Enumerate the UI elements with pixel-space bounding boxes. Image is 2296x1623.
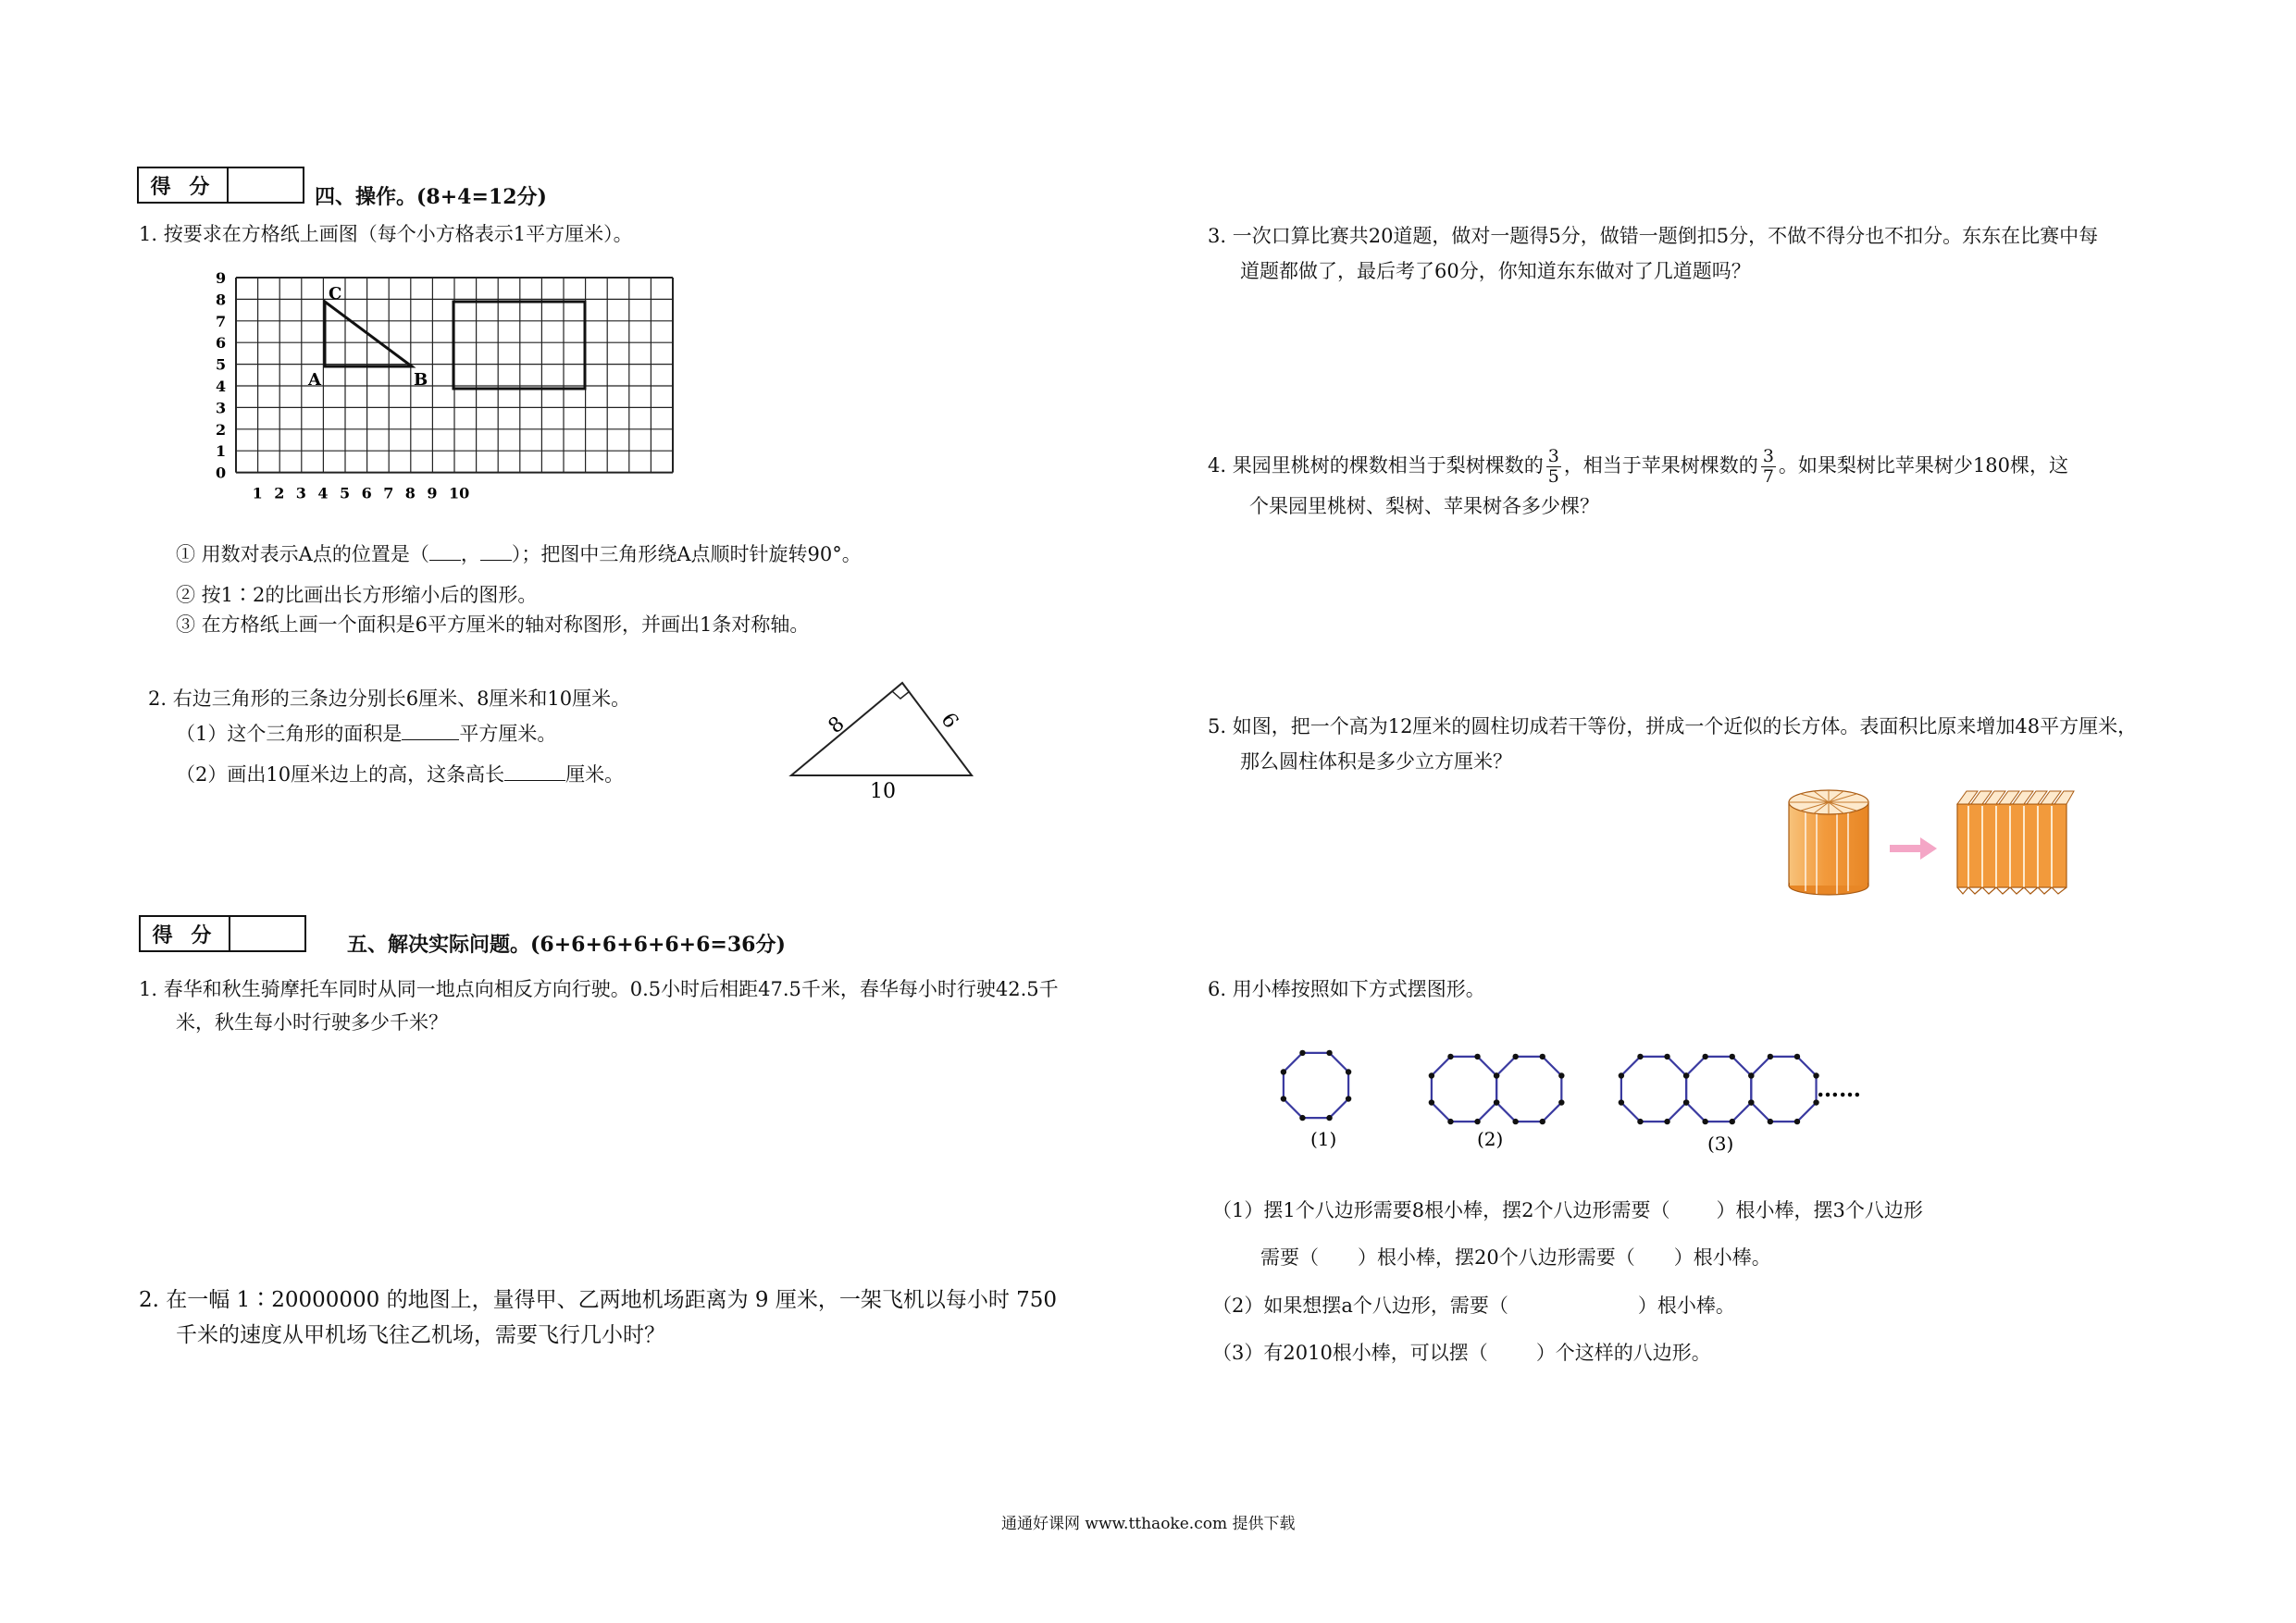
grid-rectangle (453, 302, 585, 389)
section5-title: 五、解决实际问题。(6+6+6+6+6+6=36分) (347, 933, 786, 957)
r-q5-line1: 5. 如图，把一个高为12厘米的圆柱切成若干等份，拼成一个近似的长方体。表面积比原来增加48平方厘米， (1208, 715, 2138, 737)
stick-joint (1326, 1050, 1332, 1056)
r-q6-sub1-b: ）根小棒，摆3个八边形 (1716, 1199, 1923, 1221)
pattern-label-2: (2) (1477, 1128, 1504, 1150)
stick-joint (1429, 1072, 1434, 1078)
grid-x-label: 7 (383, 484, 394, 500)
stick-joint (1447, 1119, 1453, 1124)
r-q6-sub1b (1260, 1244, 1771, 1271)
stick-joint (1683, 1099, 1689, 1105)
grid-x-label: 5 (340, 484, 351, 500)
grid-y-label: 6 (216, 334, 227, 353)
stick-joint (1512, 1119, 1518, 1124)
pattern-label-3: (3) (1707, 1133, 1734, 1155)
grid-x-label: 10 (449, 484, 470, 500)
stick-joint (1619, 1099, 1624, 1105)
grid-y-label: 4 (216, 378, 227, 395)
s4-q2-sub2-post: 厘米。 (565, 763, 625, 786)
r-q4-mid: ，相当于苹果树棵数的 (1563, 454, 1758, 477)
score-box-section4 (137, 167, 304, 204)
stick-joint (1637, 1054, 1643, 1059)
octagon-pattern-figure (1277, 1041, 1943, 1161)
s4-q2-stem: 2. 右边三角形的三条边分别长6厘米、8厘米和10厘米。 (148, 688, 631, 710)
s5-q2-line2: 千米的速度从甲机场飞往乙机场，需要飞行几小时？ (176, 1323, 665, 1347)
grid-y-labels (216, 269, 226, 482)
r-q4-pre: 4. 果园里桃树的棵数相当于梨树棵数的 (1208, 454, 1544, 477)
stick-joint (1447, 1054, 1453, 1059)
r-q6-sub1-a: （1）摆1个八边形需要8根小棒，摆2个八边形需要（ (1212, 1199, 1670, 1221)
grid-x-labels (253, 485, 470, 500)
score-label: 得 分 (139, 168, 229, 202)
r-q4-line2: 个果园里桃树、梨树、苹果树各多少棵？ (1249, 495, 1599, 517)
right-triangle-figure (777, 675, 990, 805)
r-q6-sub1-e: ）根小棒。 (1673, 1246, 1771, 1269)
stick-joint (1619, 1072, 1624, 1078)
s4-q1-sub3: ③ 在方格纸上画一个面积是6平方厘米的轴对称图形，并画出1条对称轴。 (176, 613, 810, 636)
r-q6-sub1-d: ）根小棒，摆20个八边形需要（ (1358, 1246, 1635, 1269)
s4-q1-stem: 1. 按要求在方格纸上画图（每个小方格表示1平方厘米）。 (139, 223, 633, 245)
grid-y-label: 5 (216, 355, 227, 374)
octagon (1432, 1057, 1496, 1121)
s4-q1-sub1-post: ）；把图中三角形绕A点顺时针旋转90°。 (511, 543, 862, 565)
r-q6-sub2 (1212, 1292, 1735, 1319)
stick-joint (1768, 1054, 1773, 1059)
stick-joint (1664, 1119, 1669, 1124)
stick-joint (1299, 1115, 1305, 1121)
stick-joint (1281, 1069, 1286, 1074)
stick-joint (1664, 1054, 1669, 1059)
stick-joint (1702, 1054, 1707, 1059)
grid-y-label: 8 (216, 291, 227, 309)
grid-y-label: 2 (216, 420, 227, 439)
score-label: 得 分 (141, 917, 230, 950)
arrow-icon (1890, 837, 1937, 860)
grid-x-label: 9 (427, 484, 438, 500)
grid-y-label: 1 (216, 442, 227, 461)
r-q4-line1 (1208, 442, 2068, 489)
r-q6-sub3 (1212, 1339, 1711, 1367)
s4-q1-sub1 (176, 540, 862, 568)
s4-q1-sub2: ② 按1∶2的比画出长方形缩小后的图形。 (176, 584, 538, 606)
score-blank[interactable] (230, 917, 304, 950)
r-q6-sub1-c: 需要（ (1260, 1246, 1319, 1269)
grid-x-label: 3 (295, 484, 306, 500)
grid-y-label: 3 (216, 399, 227, 417)
r-q3-line1: 3. 一次口算比赛共20道题，做对一题得5分，做错一题倒扣5分，不做不得分也不扣分。东东在比赛中每 (1208, 225, 2099, 247)
pattern-label-1: (1) (1310, 1128, 1337, 1150)
r-q6-sub1a (1212, 1196, 1923, 1224)
point-a-label: A (308, 370, 321, 390)
stick-joint (1558, 1099, 1564, 1105)
stick-joint (1494, 1072, 1499, 1078)
cuboid-shape (1957, 791, 2074, 894)
stick-joint (1512, 1054, 1518, 1059)
s4-q2-sub1 (176, 720, 556, 748)
stick-joint (1281, 1096, 1286, 1101)
section4-title: 四、操作。(8+4=12分) (315, 185, 547, 209)
stick-joint (1794, 1054, 1800, 1059)
stick-joint (1730, 1054, 1735, 1059)
cylinder-figure (1781, 782, 2087, 902)
grid-x-label: 6 (361, 484, 372, 500)
grid-figure (208, 268, 708, 500)
right-angle-mark (892, 691, 910, 699)
stick-joint (1346, 1069, 1351, 1074)
answer-blank-area[interactable] (402, 721, 459, 740)
r-q6-stem: 6. 用小棒按照如下方式摆图形。 (1208, 978, 1485, 1000)
cylinder-shape (1789, 790, 1868, 895)
stick-joint (1637, 1119, 1643, 1124)
octagon (1284, 1053, 1348, 1118)
grid-y-label: 9 (216, 269, 227, 287)
s5-q2-line1: 2. 在一幅 1∶20000000 的地图上，量得甲、乙两地机场距离为 9 厘米，一架飞机以每小时 750 (139, 1288, 1058, 1312)
stick-joint (1702, 1119, 1707, 1124)
answer-blank-x[interactable] (429, 541, 461, 561)
stick-joint (1540, 1054, 1545, 1059)
fraction-3-5 (1546, 447, 1561, 487)
octagon (1751, 1057, 1816, 1121)
r-q4-post: 。如果梨树比苹果树少180棵，这 (1778, 454, 2068, 477)
stick-joint (1474, 1054, 1480, 1059)
stick-joint (1748, 1072, 1754, 1078)
stick-joint (1730, 1119, 1735, 1124)
answer-blank-height[interactable] (504, 762, 565, 781)
grid-x-label: 8 (404, 484, 416, 500)
stick-joint (1683, 1072, 1689, 1078)
stick-joint (1794, 1119, 1800, 1124)
grid-x-label: 4 (317, 484, 329, 500)
s4-q1-sub1-mid: ， (460, 543, 480, 565)
side-10-label: 10 (870, 780, 896, 803)
frac-numerator: 3 (1547, 446, 1559, 466)
pattern-ellipsis: …… (1817, 1075, 1861, 1102)
frac-denominator: 5 (1547, 466, 1559, 487)
octagon (1621, 1057, 1686, 1121)
s5-q1-line1: 1. 春华和秋生骑摩托车同时从同一地点向相反方向行驶。0.5小时后相距47.5千米，春华每小时行驶42.5千 (139, 978, 1059, 1000)
side-8-label: 8 (824, 712, 850, 738)
stick-joint (1540, 1119, 1545, 1124)
stick-joint (1326, 1115, 1332, 1121)
stick-joint (1474, 1119, 1480, 1124)
r-q6-sub3-a: （3）有2010根小棒，可以摆（ (1212, 1342, 1488, 1364)
footer: 通通好课网 www.tthaoke.com 提供下载 (1001, 1515, 1296, 1533)
answer-blank-y[interactable] (480, 541, 512, 561)
point-b-label: B (414, 370, 428, 390)
s4-q2-sub1-post: 平方厘米。 (459, 723, 557, 745)
grid-x-label: 2 (274, 484, 285, 500)
r-q6-sub2-a: （2）如果想摆a个八边形，需要（ (1212, 1295, 1508, 1317)
stick-joint (1429, 1099, 1434, 1105)
score-box-section5 (139, 915, 306, 952)
stick-joint (1346, 1096, 1351, 1101)
point-c-label: C (329, 284, 342, 304)
octagon (1686, 1057, 1751, 1121)
r-q5-line2: 那么圆柱体积是多少立方厘米？ (1240, 750, 1512, 773)
stick-joint (1494, 1099, 1499, 1105)
s5-q1-line2: 米，秋生每小时行驶多少千米？ (176, 1011, 448, 1034)
score-blank[interactable] (229, 168, 303, 202)
stick-joint (1768, 1119, 1773, 1124)
s4-q2-sub2-pre: （2）画出10厘米边上的高，这条高长 (176, 763, 505, 786)
grid-x-label: 1 (252, 484, 263, 500)
grid-y-label: 7 (216, 312, 227, 330)
frac-numerator: 3 (1762, 446, 1774, 466)
r-q6-sub3-b: ）个这样的八边形。 (1535, 1342, 1711, 1364)
stick-joint (1748, 1099, 1754, 1105)
r-q3-line2: 道题都做了，最后考了60分，你知道东东做对了几道题吗？ (1240, 260, 1751, 282)
octagon (1496, 1057, 1561, 1121)
r-q6-sub2-b: ）根小棒。 (1637, 1295, 1735, 1317)
octagon-group (1281, 1050, 1819, 1125)
frac-denominator: 7 (1762, 466, 1774, 487)
s4-q2-sub1-pre: （1）这个三角形的面积是 (176, 723, 403, 745)
s4-q1-sub1-pre: ① 用数对表示A点的位置是（ (176, 543, 429, 565)
s4-q2-sub2 (176, 761, 624, 788)
grid-y-label: 0 (216, 464, 227, 482)
fraction-3-7 (1761, 447, 1776, 487)
side-6-label: 6 (936, 709, 963, 733)
grid-triangle (325, 302, 412, 366)
stick-joint (1558, 1072, 1564, 1078)
stick-joint (1299, 1050, 1305, 1056)
